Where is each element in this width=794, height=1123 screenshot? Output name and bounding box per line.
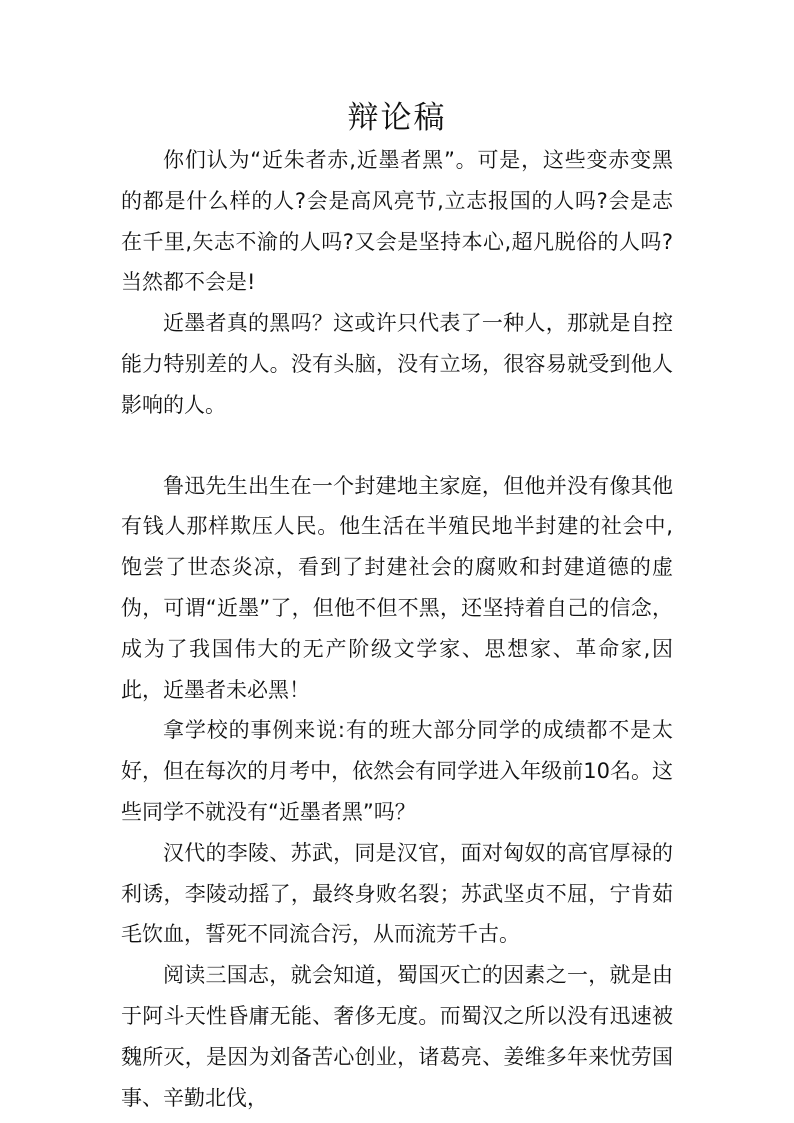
paragraph-3: 鲁迅先生出生在一个封建地主家庭，但他并没有像其他有钱人那样欺压人民。他生活在半殖民地半封建的社会中,饱尝了世态炎凉，看到了封建社会的腐败和封建道德的虚伪，可谓“近墨”了，但他不但不黑，还坚持着自己的信念，成为了我国伟大的无产阶级文学家、思想家、革命家,因此，近墨者未必黑！ (121, 473, 673, 702)
document-body (121, 140, 673, 1118)
paragraph-5: 汉代的李陵、苏武，同是汉官，面对匈奴的高官厚禄的利诱，李陵动摇了，最终身败名裂；苏武坚贞不屈，宁肯茹毛饮血，誓死不同流合污，从而流芳千古。 (121, 840, 673, 947)
document-title: 辩论稿 (347, 100, 447, 136)
paragraph-6: 阅读三国志，就会知道，蜀国灭亡的因素之一，就是由于阿斗天性昏庸无能、奢侈无度。而蜀汉之所以没有迅速被魏所灭，是因为刘备苦心创业，诸葛亮、姜维多年来忧劳国事、辛勤北伐， (121, 963, 673, 1110)
paragraph-2: 近墨者真的黑吗？这或许只代表了一种人，那就是自控能力特别差的人。没有头脑，没有立场，很容易就受到他人影响的人。 (121, 311, 673, 417)
paragraph-spacer (121, 426, 673, 466)
paragraph-1: 你们认为“近朱者赤,近墨者黑”。可是，这些变赤变黑的都是什么样的人?会是高风亮节,立志报国的人吗?会是志在千里,矢志不渝的人吗?又会是坚持本心,超凡脱俗的人吗?当然都不会是! (121, 148, 673, 295)
paragraph-4: 拿学校的事例来说:有的班大部分同学的成绩都不是太好，但在每次的月考中，依然会有同学进入年级前10名。这些同学不就没有“近墨者黑”吗？ (121, 718, 673, 824)
